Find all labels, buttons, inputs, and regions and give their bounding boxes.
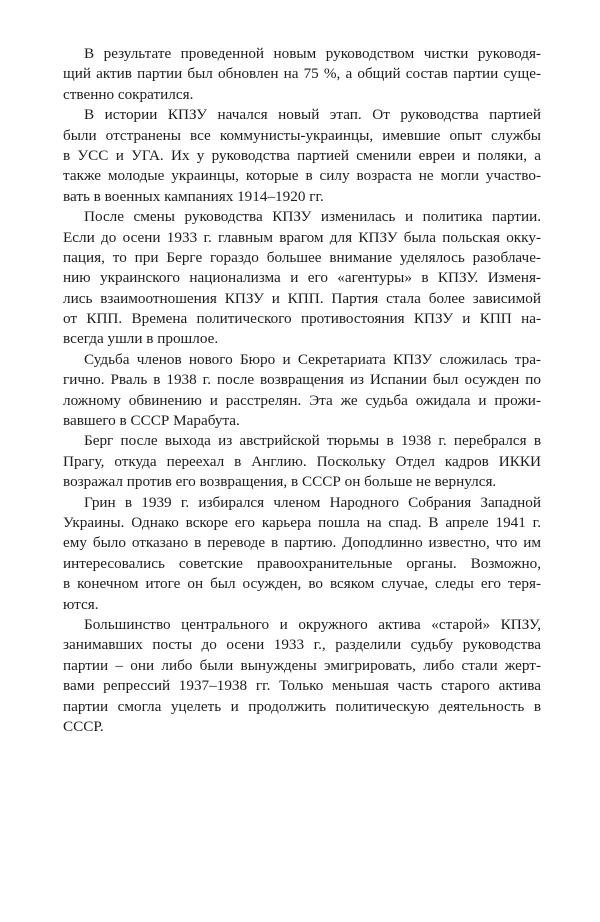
text-line: занимавших посты до осени 1933 г., разделили судьбу руководства <box>63 636 541 654</box>
text-line: в УСС и УГА. Их у руководства партией сменили евреи и поляки, а <box>63 146 541 164</box>
text-line: Прагу, откуда переехал в Англию. Поскольку Отдел кадров ИККИ <box>63 452 541 470</box>
paragraph <box>63 207 541 350</box>
text-line: вавшего в СССР Марабута. <box>63 412 240 430</box>
text-line: лись взаимоотношения КПЗУ и КПП. Партия стала более зависимой <box>63 289 541 307</box>
text-line: пация, то при Берге гораздо большее внимание уделялось разоблаче- <box>63 248 541 266</box>
text-line: интересовались советские правоохранительные органы. Возможно, <box>63 554 541 572</box>
paragraph <box>63 615 541 737</box>
paragraph <box>63 431 541 492</box>
paragraph <box>63 350 541 432</box>
text-line: Грин в 1939 г. избирался членом Народного Собрания Западной <box>84 493 541 511</box>
text-line: гично. Рваль в 1938 г. после возвращения из Испании был осужден по <box>63 371 541 389</box>
text-line: партии – они либо были вынуждены эмигрировать, либо стали жерт- <box>63 656 541 674</box>
text-line: ложному обвинению и расстрелян. Эта же судьба ожидала и прожи- <box>63 391 541 409</box>
text-line: В результате проведенной новым руководством чистки руководя- <box>84 45 541 62</box>
text-line: всегда ушли в прошлое. <box>63 330 219 348</box>
text-line: вать в военных кампаниях 1914–1920 гг. <box>63 187 324 205</box>
text-line: щий актив партии был обновлен на 75 %, а общий состав партии суще- <box>63 65 541 83</box>
text-line: В истории КПЗУ начался новый этап. От руководства партией <box>84 106 541 124</box>
document-page <box>63 44 541 737</box>
paragraph <box>63 44 541 105</box>
text-line: Судьба членов нового Бюро и Секретариата КПЗУ сложилась тра- <box>84 350 541 368</box>
text-line: также молодые украинцы, которые в силу возраста не могли участво- <box>63 167 541 185</box>
text-line: ственно сократился. <box>63 85 194 103</box>
text-line: были отстранены все коммунисты-украинцы, имевшие опыт службы <box>63 126 541 144</box>
text-line: нию украинского национализма и его «агентуры» в КПЗУ. Изменя- <box>63 269 541 287</box>
text-line: После смены руководства КПЗУ изменилась и политика партии. <box>84 208 541 226</box>
text-line: ему было отказано в переводе в партию. Доподлинно известно, что им <box>63 534 541 552</box>
text-line: вами репрессий 1937–1938 гг. Только меньшая часть старого актива <box>63 677 541 695</box>
text-line: Большинство центрального и окружного актива «старой» КПЗУ, <box>84 615 541 633</box>
text-line: в конечном итоге он был осужден, во всяком случае, следы его теря- <box>63 575 541 593</box>
text-line: ются. <box>63 595 99 613</box>
text-line: возражал против его возвращения, в СССР он больше не вернулся. <box>63 473 497 491</box>
text-line: от КПП. Времена политического противостояния КПЗУ и КПП на- <box>63 310 541 328</box>
text-line: Если до осени 1933 г. главным врагом для КПЗУ была польская окку- <box>63 228 541 246</box>
paragraph <box>63 493 541 615</box>
text-line: СССР. <box>63 717 104 735</box>
text-line: Берг после выхода из австрийской тюрьмы в 1938 г. перебрался в <box>84 432 541 450</box>
text-line: Украины. Однако вскоре его карьера пошла на спад. В апреле 1941 г. <box>63 513 541 531</box>
text-line: партии смогла уцелеть и продолжить политическую деятельность в <box>63 697 541 715</box>
paragraph <box>63 105 541 207</box>
